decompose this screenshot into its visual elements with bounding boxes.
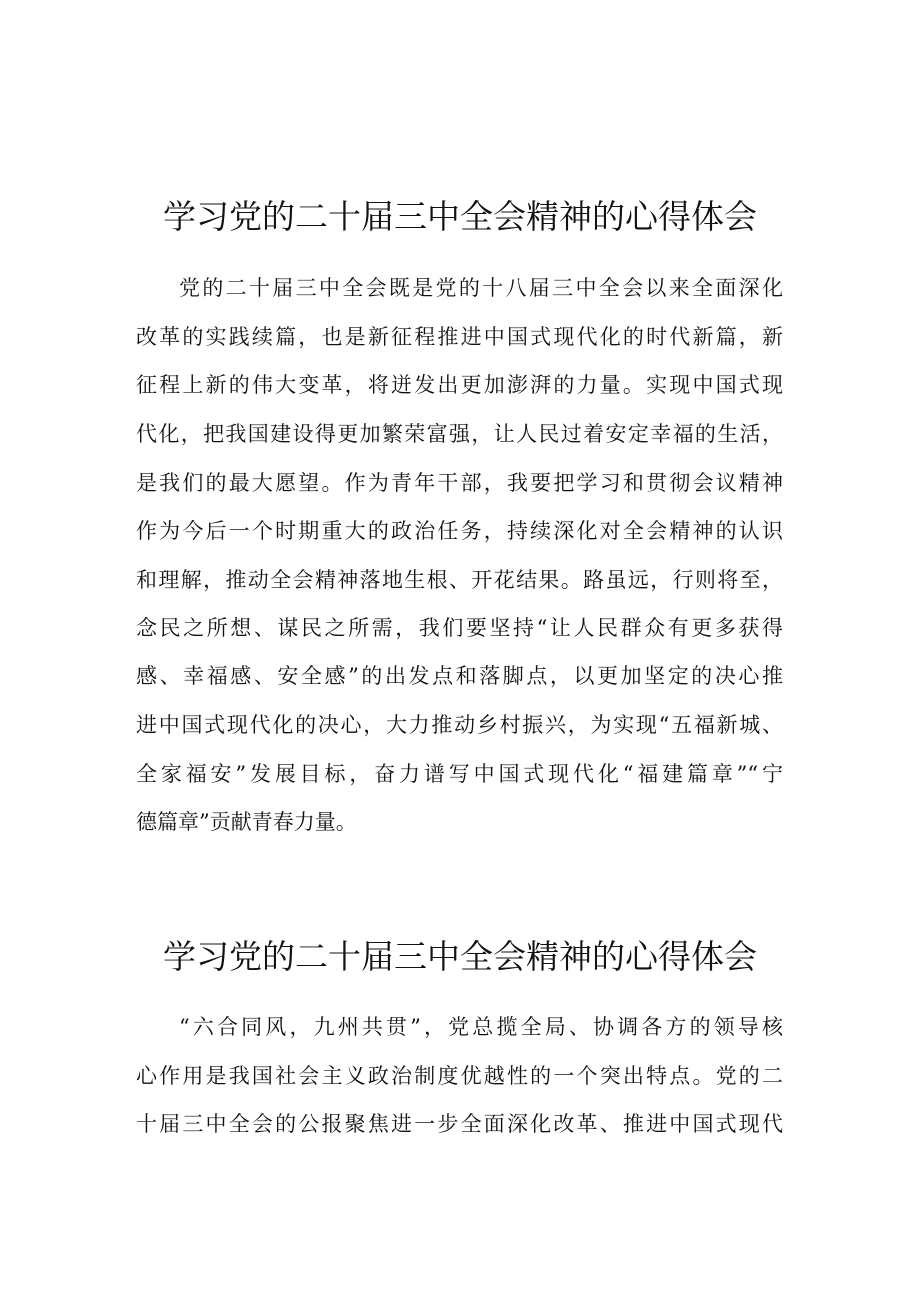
paragraph-line: 和理解，推动全会精神落地生根、开花结果。路虽远，行则将至， — [136, 568, 783, 592]
paragraph-line: 征程上新的伟大变革，将迸发出更加澎湃的力量。实现中国式现 — [136, 373, 783, 397]
paragraph-line: 是我们的最大愿望。作为青年干部，我要把学习和贯彻会议精神 — [136, 471, 783, 495]
paragraph-line: 心作用是我国社会主义政治制度优越性的一个突出特点。党的二 — [136, 1064, 783, 1088]
paragraph-line: 进中国式现代化的决心，大力推动乡村振兴，为实现“五福新城、 — [136, 713, 783, 737]
paragraph-line: 念民之所想、谋民之所需，我们要坚持“让人民群众有更多获得 — [136, 616, 783, 640]
paragraph-line: 十届三中全会的公报聚焦进一步全面深化改革、推进中国式现代 — [136, 1112, 783, 1136]
paragraph-line: 全家福安”发展目标，奋力谱写中国式现代化“福建篇章”“宁 — [136, 762, 783, 786]
paragraph-line: 感、幸福感、安全感”的出发点和落脚点，以更加坚定的决心推 — [136, 664, 783, 688]
paragraph-line: 德篇章”贡献青春力量。 — [136, 810, 357, 834]
paragraph-line: 改革的实践续篇，也是新征程推进中国式现代化的时代新篇，新 — [136, 325, 783, 349]
paragraph-line: 作为今后一个时期重大的政治任务，持续深化对全会精神的认识 — [136, 519, 783, 543]
section-1-title: 学习党的二十届三中全会精神的心得体会 — [163, 197, 757, 237]
paragraph-line: 代化，把我国建设得更加繁荣富强，让人民过着安定幸福的生活， — [136, 422, 783, 446]
section-2-title: 学习党的二十届三中全会精神的心得体会 — [163, 937, 757, 977]
paragraph-line: “六合同风，九州共贯”，党总揽全局、协调各方的领导核 — [179, 1015, 783, 1039]
paragraph-line: 党的二十届三中全会既是党的十八届三中全会以来全面深化 — [179, 276, 783, 300]
